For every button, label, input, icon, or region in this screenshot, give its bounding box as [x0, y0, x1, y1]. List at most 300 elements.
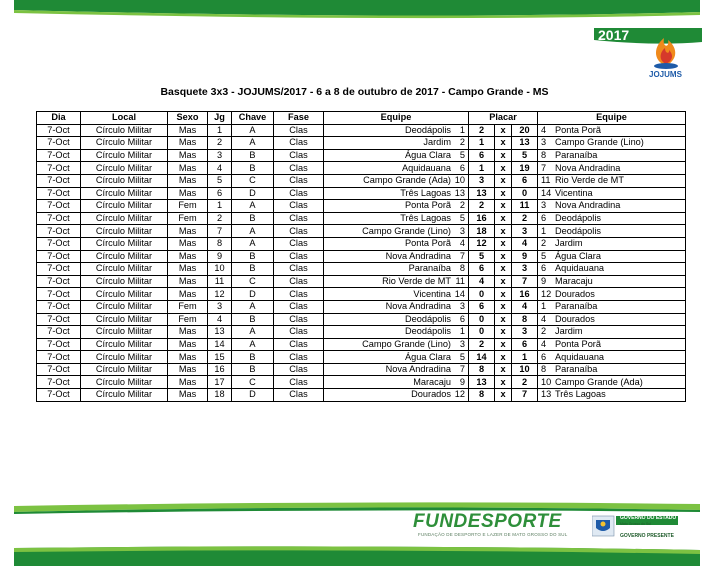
team-1-name: Campo Grande (Ada)	[363, 175, 451, 186]
cell-jg: 1	[208, 200, 232, 213]
cell-local: Círculo Militar	[81, 174, 168, 187]
cell-score-1: 4	[469, 275, 495, 288]
page-title: Basquete 3x3 - JOJUMS/2017 - 6 a 8 de outubro de 2017 - Campo Grande - MS	[160, 86, 549, 98]
cell-score-2: 20	[512, 124, 538, 137]
cell-x: x	[495, 300, 512, 313]
top-green-band	[14, 0, 700, 20]
table-row	[37, 338, 686, 351]
team-1-name: Rio Verde de MT	[382, 276, 451, 287]
team-2-name: Maracaju	[555, 276, 593, 287]
cell-dia: 7-Oct	[37, 363, 81, 376]
cell-dia: 7-Oct	[37, 149, 81, 162]
cell-equipe-1	[324, 326, 469, 339]
team-1-seed: 12	[454, 389, 465, 400]
col-fase: Fase	[274, 112, 324, 125]
cell-fase: Clas	[274, 162, 324, 175]
team-1-seed: 6	[459, 162, 465, 173]
cell-score-2: 3	[512, 263, 538, 276]
cell-equipe-2	[538, 326, 686, 339]
cell-chave: A	[232, 300, 274, 313]
cell-dia: 7-Oct	[37, 263, 81, 276]
table-row	[37, 389, 686, 402]
team-1-seed: 3	[459, 301, 465, 312]
cell-fase: Clas	[274, 313, 324, 326]
cell-chave: B	[232, 363, 274, 376]
cell-local: Círculo Militar	[81, 351, 168, 364]
cell-equipe-2	[538, 376, 686, 389]
team-1-name: Deodápolis	[405, 326, 451, 337]
cell-jg: 8	[208, 237, 232, 250]
col-local: Local	[81, 112, 168, 125]
team-2-name: Vicentina	[555, 187, 593, 198]
cell-chave: A	[232, 326, 274, 339]
team-2-seed: 4	[541, 338, 547, 349]
cell-equipe-2	[538, 313, 686, 326]
col-equipe-2: Equipe	[538, 112, 686, 125]
cell-fase: Clas	[274, 351, 324, 364]
team-1-name: Jardim	[423, 137, 451, 148]
cell-chave: A	[232, 200, 274, 213]
cell-sexo: Mas	[168, 225, 208, 238]
cell-dia: 7-Oct	[37, 376, 81, 389]
cell-score-2: 8	[512, 313, 538, 326]
cell-score-2: 0	[512, 187, 538, 200]
cell-score-2: 4	[512, 300, 538, 313]
cell-local: Círculo Militar	[81, 225, 168, 238]
cell-dia: 7-Oct	[37, 200, 81, 213]
team-1-name: Três Lagoas	[400, 187, 451, 198]
cell-jg: 4	[208, 313, 232, 326]
team-2-seed: 8	[541, 364, 547, 375]
cell-score-2: 2	[512, 212, 538, 225]
cell-local: Círculo Militar	[81, 326, 168, 339]
cell-x: x	[495, 149, 512, 162]
cell-equipe-2	[538, 363, 686, 376]
cell-sexo: Mas	[168, 137, 208, 150]
team-2-name: Água Clara	[555, 250, 601, 261]
team-2-seed: 11	[541, 175, 551, 186]
cell-fase: Clas	[274, 225, 324, 238]
cell-jg: 15	[208, 351, 232, 364]
cell-score-1: 1	[469, 162, 495, 175]
cell-x: x	[495, 162, 512, 175]
cell-jg: 9	[208, 250, 232, 263]
team-2-seed: 4	[541, 124, 547, 135]
cell-equipe-1	[324, 162, 469, 175]
table-header-row	[37, 112, 686, 125]
cell-local: Círculo Militar	[81, 212, 168, 225]
team-2-name: Aquidauana	[555, 263, 605, 274]
cell-fase: Clas	[274, 200, 324, 213]
cell-equipe-2	[538, 225, 686, 238]
team-2-seed: 12	[541, 288, 552, 299]
team-2-seed: 13	[541, 389, 552, 400]
cell-x: x	[495, 225, 512, 238]
table-row	[37, 200, 686, 213]
cell-x: x	[495, 187, 512, 200]
cell-score-1: 8	[469, 389, 495, 402]
team-1-name: Dourados	[411, 389, 451, 400]
cell-fase: Clas	[274, 300, 324, 313]
cell-sexo: Mas	[168, 263, 208, 276]
cell-equipe-1	[324, 237, 469, 250]
cell-equipe-1	[324, 363, 469, 376]
cell-equipe-1	[324, 300, 469, 313]
cell-sexo: Mas	[168, 237, 208, 250]
cell-score-2: 19	[512, 162, 538, 175]
cell-chave: C	[232, 275, 274, 288]
cell-x: x	[495, 212, 512, 225]
team-2-seed: 3	[541, 137, 547, 148]
cell-dia: 7-Oct	[37, 351, 81, 364]
team-1-seed: 13	[454, 187, 465, 198]
cell-x: x	[495, 263, 512, 276]
team-2-name: Deodápolis	[555, 213, 601, 224]
cell-jg: 3	[208, 149, 232, 162]
cell-sexo: Mas	[168, 124, 208, 137]
cell-equipe-2	[538, 149, 686, 162]
cell-sexo: Fem	[168, 313, 208, 326]
cell-local: Círculo Militar	[81, 250, 168, 263]
cell-local: Círculo Militar	[81, 124, 168, 137]
team-1-seed: 3	[459, 225, 465, 236]
cell-score-1: 13	[469, 376, 495, 389]
team-1-name: Nova Andradina	[385, 301, 451, 312]
table-row	[37, 124, 686, 137]
cell-chave: B	[232, 263, 274, 276]
cell-x: x	[495, 351, 512, 364]
gov-slogan: GOVERNO PRESENTE	[620, 533, 674, 539]
cell-dia: 7-Oct	[37, 389, 81, 402]
cell-score-1: 2	[469, 200, 495, 213]
team-1-name: Deodápolis	[405, 124, 451, 135]
cell-local: Círculo Militar	[81, 288, 168, 301]
cell-score-2: 7	[512, 275, 538, 288]
cell-dia: 7-Oct	[37, 225, 81, 238]
cell-chave: B	[232, 351, 274, 364]
table-row	[37, 137, 686, 150]
table-row	[37, 187, 686, 200]
cell-fase: Clas	[274, 237, 324, 250]
cell-score-1: 2	[469, 338, 495, 351]
cell-chave: D	[232, 389, 274, 402]
cell-jg: 2	[208, 137, 232, 150]
cell-x: x	[495, 376, 512, 389]
cell-sexo: Mas	[168, 389, 208, 402]
team-1-name: Deodápolis	[405, 313, 451, 324]
cell-x: x	[495, 363, 512, 376]
cell-chave: B	[232, 149, 274, 162]
team-2-name: Dourados	[555, 313, 595, 324]
cell-chave: D	[232, 288, 274, 301]
cell-chave: A	[232, 124, 274, 137]
cell-equipe-1	[324, 174, 469, 187]
team-2-seed: 6	[541, 263, 547, 274]
cell-chave: A	[232, 137, 274, 150]
team-1-seed: 5	[459, 351, 465, 362]
cell-chave: B	[232, 212, 274, 225]
cell-score-1: 5	[469, 250, 495, 263]
cell-score-2: 4	[512, 237, 538, 250]
cell-dia: 7-Oct	[37, 187, 81, 200]
cell-fase: Clas	[274, 376, 324, 389]
team-2-name: Paranaíba	[555, 150, 598, 161]
fundesporte-subtitle: FUNDAÇÃO DE DESPORTO E LAZER DE MATO GROSSO DO SUL	[418, 532, 568, 537]
cell-score-1: 0	[469, 288, 495, 301]
cell-score-2: 3	[512, 326, 538, 339]
col-equipe-1: Equipe	[324, 112, 469, 125]
cell-dia: 7-Oct	[37, 124, 81, 137]
cell-chave: C	[232, 376, 274, 389]
fundesporte-logo: FUNDESPORTE	[413, 511, 562, 532]
team-2-name: Aquidauana	[555, 351, 605, 362]
col-dia: Dia	[37, 112, 81, 125]
cell-fase: Clas	[274, 288, 324, 301]
cell-local: Círculo Militar	[81, 389, 168, 402]
cell-fase: Clas	[274, 149, 324, 162]
team-1-name: Nova Andradina	[385, 250, 451, 261]
cell-local: Círculo Militar	[81, 376, 168, 389]
cell-fase: Clas	[274, 137, 324, 150]
team-2-seed: 7	[541, 162, 547, 173]
cell-chave: A	[232, 338, 274, 351]
cell-score-2: 3	[512, 225, 538, 238]
team-2-name: Jardim	[555, 238, 583, 249]
team-1-seed: 8	[459, 263, 465, 274]
team-2-name: Nova Andradina	[555, 200, 621, 211]
games-table	[36, 111, 686, 402]
cell-score-1: 8	[469, 363, 495, 376]
cell-score-2: 9	[512, 250, 538, 263]
table-row	[37, 250, 686, 263]
cell-score-1: 13	[469, 187, 495, 200]
table-row	[37, 149, 686, 162]
cell-equipe-2	[538, 212, 686, 225]
team-2-seed: 6	[541, 213, 547, 224]
table-row	[37, 326, 686, 339]
cell-score-1: 3	[469, 174, 495, 187]
cell-fase: Clas	[274, 187, 324, 200]
team-1-seed: 7	[459, 250, 465, 261]
cell-dia: 7-Oct	[37, 137, 81, 150]
team-2-seed: 9	[541, 276, 547, 287]
cell-sexo: Mas	[168, 162, 208, 175]
cell-x: x	[495, 389, 512, 402]
cell-equipe-1	[324, 124, 469, 137]
table-row	[37, 313, 686, 326]
cell-jg: 17	[208, 376, 232, 389]
cell-fase: Clas	[274, 338, 324, 351]
cell-jg: 13	[208, 326, 232, 339]
logo-name: JOJUMS	[649, 70, 682, 79]
cell-equipe-1	[324, 212, 469, 225]
team-2-name: Nova Andradina	[555, 162, 621, 173]
cell-equipe-1	[324, 250, 469, 263]
cell-score-2: 13	[512, 137, 538, 150]
cell-equipe-1	[324, 187, 469, 200]
cell-x: x	[495, 237, 512, 250]
cell-score-2: 5	[512, 149, 538, 162]
team-2-name: Campo Grande (Ada)	[555, 376, 643, 387]
cell-equipe-2	[538, 300, 686, 313]
cell-jg: 10	[208, 263, 232, 276]
cell-dia: 7-Oct	[37, 313, 81, 326]
cell-equipe-1	[324, 149, 469, 162]
cell-equipe-1	[324, 137, 469, 150]
cell-fase: Clas	[274, 124, 324, 137]
cell-sexo: Mas	[168, 149, 208, 162]
cell-dia: 7-Oct	[37, 275, 81, 288]
team-2-seed: 6	[541, 351, 547, 362]
cell-x: x	[495, 250, 512, 263]
cell-score-1: 6	[469, 300, 495, 313]
cell-jg: 18	[208, 389, 232, 402]
team-2-name: Ponta Porã	[555, 338, 601, 349]
cell-local: Círculo Militar	[81, 263, 168, 276]
table-row	[37, 225, 686, 238]
cell-equipe-1	[324, 351, 469, 364]
team-2-name: Deodápolis	[555, 225, 601, 236]
cell-x: x	[495, 338, 512, 351]
cell-equipe-2	[538, 174, 686, 187]
table-row	[37, 363, 686, 376]
cell-dia: 7-Oct	[37, 174, 81, 187]
cell-score-1: 0	[469, 326, 495, 339]
team-1-name: Paranaíba	[408, 263, 451, 274]
cell-x: x	[495, 174, 512, 187]
cell-equipe-2	[538, 389, 686, 402]
cell-equipe-1	[324, 338, 469, 351]
team-1-name: Campo Grande (Lino)	[362, 338, 451, 349]
cell-x: x	[495, 137, 512, 150]
cell-jg: 1	[208, 124, 232, 137]
cell-dia: 7-Oct	[37, 288, 81, 301]
cell-score-2: 7	[512, 389, 538, 402]
gov-subtitle: Mato Grosso do Sul	[620, 522, 651, 526]
cell-fase: Clas	[274, 174, 324, 187]
team-2-seed: 2	[541, 238, 547, 249]
cell-sexo: Fem	[168, 300, 208, 313]
cell-score-1: 0	[469, 313, 495, 326]
cell-fase: Clas	[274, 363, 324, 376]
col-chave: Chave	[232, 112, 274, 125]
col-placar: Placar	[469, 112, 538, 125]
cell-jg: 16	[208, 363, 232, 376]
team-1-seed: 5	[459, 150, 465, 161]
cell-jg: 5	[208, 174, 232, 187]
cell-equipe-1	[324, 263, 469, 276]
cell-chave: A	[232, 225, 274, 238]
cell-equipe-2	[538, 250, 686, 263]
team-1-seed: 1	[459, 326, 465, 337]
col-jg: Jg	[208, 112, 232, 125]
cell-local: Círculo Militar	[81, 300, 168, 313]
team-2-seed: 1	[541, 225, 547, 236]
cell-equipe-2	[538, 124, 686, 137]
cell-x: x	[495, 288, 512, 301]
team-2-name: Rio Verde de MT	[555, 175, 624, 186]
team-2-name: Jardim	[555, 326, 583, 337]
cell-score-2: 16	[512, 288, 538, 301]
cell-x: x	[495, 124, 512, 137]
cell-fase: Clas	[274, 275, 324, 288]
cell-equipe-2	[538, 137, 686, 150]
cell-score-1: 6	[469, 263, 495, 276]
col-sexo: Sexo	[168, 112, 208, 125]
cell-sexo: Mas	[168, 376, 208, 389]
table-row	[37, 300, 686, 313]
cell-local: Círculo Militar	[81, 137, 168, 150]
team-2-seed: 2	[541, 326, 547, 337]
cell-equipe-1	[324, 275, 469, 288]
table-row	[37, 174, 686, 187]
cell-chave: A	[232, 237, 274, 250]
team-1-name: Ponta Porã	[405, 238, 451, 249]
cell-score-2: 10	[512, 363, 538, 376]
team-1-seed: 4	[459, 238, 465, 249]
table-row	[37, 275, 686, 288]
team-1-seed: 11	[455, 276, 465, 287]
cell-equipe-2	[538, 351, 686, 364]
cell-local: Círculo Militar	[81, 313, 168, 326]
cell-score-2: 6	[512, 174, 538, 187]
team-1-name: Maracaju	[413, 376, 451, 387]
team-1-name: Ponta Porã	[405, 200, 451, 211]
cell-equipe-2	[538, 200, 686, 213]
cell-sexo: Mas	[168, 363, 208, 376]
cell-score-2: 1	[512, 351, 538, 364]
cell-equipe-1	[324, 313, 469, 326]
table-row	[37, 237, 686, 250]
cell-chave: D	[232, 187, 274, 200]
cell-x: x	[495, 275, 512, 288]
logo-year: 2017	[598, 27, 630, 43]
cell-score-1: 2	[469, 124, 495, 137]
cell-score-2: 2	[512, 376, 538, 389]
team-2-seed: 14	[541, 187, 552, 198]
cell-x: x	[495, 200, 512, 213]
cell-sexo: Mas	[168, 174, 208, 187]
table-row	[37, 263, 686, 276]
table-row	[37, 376, 686, 389]
cell-equipe-1	[324, 225, 469, 238]
cell-fase: Clas	[274, 250, 324, 263]
team-1-name: Água Clara	[405, 150, 451, 161]
cell-sexo: Mas	[168, 187, 208, 200]
cell-score-1: 12	[469, 237, 495, 250]
cell-local: Círculo Militar	[81, 237, 168, 250]
cell-equipe-2	[538, 288, 686, 301]
team-2-name: Paranaíba	[555, 364, 598, 375]
team-2-seed: 8	[541, 150, 547, 161]
cell-equipe-2	[538, 237, 686, 250]
cell-local: Círculo Militar	[81, 363, 168, 376]
table-row	[37, 351, 686, 364]
team-1-name: Campo Grande (Lino)	[362, 225, 451, 236]
team-2-seed: 10	[541, 376, 552, 387]
cell-sexo: Mas	[168, 288, 208, 301]
cell-local: Círculo Militar	[81, 200, 168, 213]
team-2-name: Campo Grande (Lino)	[555, 137, 644, 148]
cell-fase: Clas	[274, 389, 324, 402]
cell-jg: 6	[208, 187, 232, 200]
cell-dia: 7-Oct	[37, 338, 81, 351]
team-1-seed: 14	[454, 288, 465, 299]
table-row	[37, 288, 686, 301]
team-2-name: Paranaíba	[555, 301, 598, 312]
cell-dia: 7-Oct	[37, 250, 81, 263]
cell-equipe-1	[324, 200, 469, 213]
